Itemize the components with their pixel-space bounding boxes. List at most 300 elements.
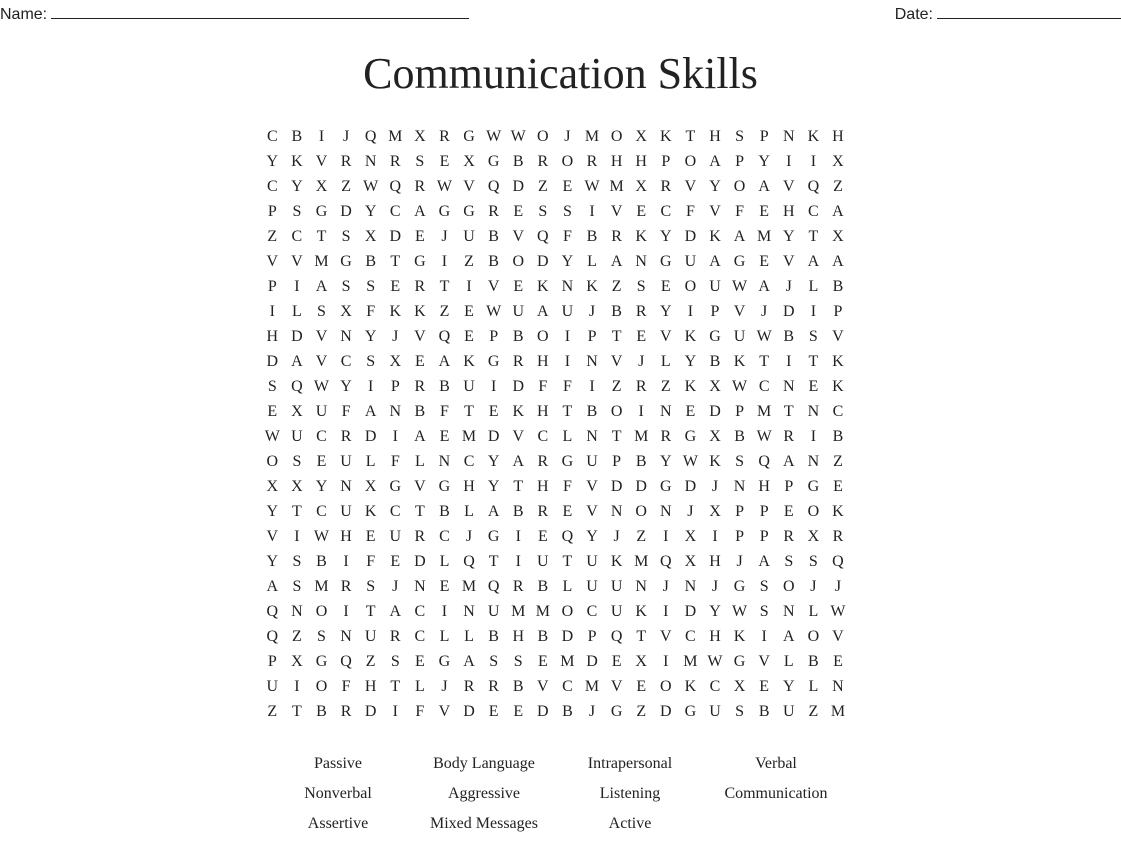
grid-letter[interactable]: K <box>537 278 549 295</box>
grid-letter[interactable]: B <box>635 453 647 470</box>
grid-letter[interactable]: D <box>684 228 697 245</box>
grid-letter[interactable]: T <box>390 678 401 695</box>
grid-letter[interactable]: J <box>441 678 448 695</box>
grid-letter[interactable]: R <box>635 378 647 395</box>
grid-letter[interactable]: B <box>783 328 795 345</box>
grid-letter[interactable]: S <box>735 453 745 470</box>
grid-letter[interactable]: F <box>366 303 376 320</box>
grid-letter[interactable]: M <box>461 578 477 595</box>
grid-letter[interactable]: V <box>733 303 746 320</box>
grid-letter[interactable]: H <box>782 203 795 220</box>
grid-letter[interactable]: K <box>684 328 697 345</box>
grid-letter[interactable]: J <box>392 328 399 345</box>
grid-letter[interactable]: A <box>389 603 402 620</box>
grid-letter[interactable]: G <box>807 478 820 495</box>
grid-letter[interactable]: T <box>808 353 819 370</box>
grid-letter[interactable]: A <box>807 253 820 270</box>
grid-letter[interactable]: G <box>438 478 451 495</box>
grid-letter[interactable]: B <box>512 503 524 520</box>
grid-letter[interactable]: D <box>537 703 549 720</box>
grid-letter[interactable]: U <box>315 403 328 420</box>
grid-letter[interactable]: O <box>610 403 623 420</box>
grid-letter[interactable]: M <box>634 553 649 570</box>
grid-letter[interactable]: L <box>587 253 597 270</box>
grid-letter[interactable]: D <box>364 703 377 720</box>
grid-letter[interactable]: C <box>463 453 475 470</box>
grid-letter[interactable]: Y <box>315 478 328 495</box>
grid-letter[interactable]: C <box>389 203 401 220</box>
grid-letter[interactable]: I <box>786 353 792 370</box>
grid-letter[interactable]: B <box>734 428 745 445</box>
grid-letter[interactable]: U <box>586 553 598 570</box>
grid-letter[interactable]: G <box>463 128 475 145</box>
grid-letter[interactable]: P <box>735 503 745 520</box>
grid-letter[interactable]: B <box>512 328 524 345</box>
grid-letter[interactable]: R <box>537 503 549 520</box>
grid-letter[interactable]: L <box>562 578 573 595</box>
grid-letter[interactable]: H <box>758 478 770 495</box>
grid-letter[interactable]: J <box>711 478 719 495</box>
grid-letter[interactable]: F <box>415 703 425 720</box>
grid-letter[interactable]: R <box>389 153 401 170</box>
grid-letter[interactable]: T <box>636 628 647 645</box>
grid-letter[interactable]: M <box>584 128 600 145</box>
grid-letter[interactable]: Y <box>684 353 697 370</box>
grid-letter[interactable]: I <box>515 553 521 570</box>
grid-letter[interactable]: H <box>364 678 377 695</box>
grid-letter[interactable]: Z <box>292 628 302 645</box>
grid-letter[interactable]: Q <box>389 178 402 195</box>
grid-letter[interactable]: V <box>537 678 549 695</box>
grid-letter[interactable]: N <box>463 603 475 620</box>
grid-letter[interactable]: Z <box>464 253 474 270</box>
grid-letter[interactable]: E <box>513 278 524 295</box>
grid-letter[interactable]: K <box>414 303 426 320</box>
grid-letter[interactable]: W <box>436 178 452 195</box>
grid-letter[interactable]: V <box>463 178 475 195</box>
grid-letter[interactable]: U <box>733 328 746 345</box>
grid-letter[interactable]: E <box>685 403 696 420</box>
grid-letter[interactable]: G <box>733 253 746 270</box>
grid-letter[interactable]: Y <box>561 253 574 270</box>
grid-letter[interactable]: V <box>586 478 598 495</box>
grid-letter[interactable]: O <box>266 453 279 470</box>
grid-letter[interactable]: I <box>786 153 792 170</box>
grid-letter[interactable]: P <box>661 153 671 170</box>
grid-letter[interactable]: O <box>684 278 697 295</box>
grid-letter[interactable]: I <box>638 403 644 420</box>
grid-letter[interactable]: G <box>315 653 328 670</box>
grid-letter[interactable]: V <box>832 628 844 645</box>
grid-letter[interactable]: Y <box>586 528 598 545</box>
grid-letter[interactable]: V <box>291 253 303 270</box>
grid-letter[interactable]: U <box>709 278 721 295</box>
grid-letter[interactable]: K <box>512 403 525 420</box>
grid-letter[interactable]: P <box>735 528 745 545</box>
grid-letter[interactable]: T <box>292 503 302 520</box>
grid-letter[interactable]: R <box>611 228 622 245</box>
grid-letter[interactable]: I <box>712 528 718 545</box>
grid-letter[interactable]: Q <box>807 178 820 195</box>
grid-letter[interactable]: J <box>588 303 596 320</box>
grid-letter[interactable]: I <box>663 603 669 620</box>
grid-letter[interactable]: C <box>660 203 672 220</box>
grid-letter[interactable]: O <box>561 153 574 170</box>
grid-letter[interactable]: W <box>584 178 600 195</box>
grid-letter[interactable]: L <box>464 628 474 645</box>
grid-letter[interactable]: K <box>684 678 697 695</box>
grid-letter[interactable]: V <box>660 628 672 645</box>
grid-letter[interactable]: I <box>441 603 448 620</box>
grid-letter[interactable]: H <box>266 328 279 345</box>
grid-letter[interactable]: I <box>810 153 817 170</box>
grid-letter[interactable]: Q <box>340 653 352 670</box>
grid-letter[interactable]: E <box>488 703 499 720</box>
grid-letter[interactable]: X <box>340 303 352 320</box>
grid-letter[interactable]: A <box>832 253 844 270</box>
grid-letter[interactable]: B <box>414 403 426 420</box>
grid-letter[interactable]: N <box>291 603 303 620</box>
grid-letter[interactable]: R <box>414 528 426 545</box>
grid-letter[interactable]: K <box>586 278 598 295</box>
grid-letter[interactable]: A <box>266 578 279 595</box>
grid-letter[interactable]: S <box>562 203 572 220</box>
grid-letter[interactable]: L <box>783 653 794 670</box>
grid-letter[interactable]: G <box>340 253 352 270</box>
grid-letter[interactable]: D <box>340 203 352 220</box>
grid-letter[interactable]: I <box>515 528 521 545</box>
grid-letter[interactable]: Q <box>660 553 672 570</box>
grid-letter[interactable]: J <box>441 228 448 245</box>
grid-letter[interactable]: P <box>759 128 769 145</box>
grid-letter[interactable]: I <box>687 303 694 320</box>
grid-letter[interactable]: J <box>810 578 817 595</box>
grid-letter[interactable]: O <box>537 128 549 145</box>
grid-letter[interactable]: I <box>343 603 349 620</box>
grid-letter[interactable]: T <box>611 328 622 345</box>
grid-letter[interactable]: Y <box>660 453 672 470</box>
grid-letter[interactable]: E <box>439 153 450 170</box>
grid-letter[interactable]: S <box>489 653 499 670</box>
grid-letter[interactable]: T <box>685 128 696 145</box>
grid-letter[interactable]: D <box>610 478 623 495</box>
grid-letter[interactable]: Z <box>267 228 278 245</box>
grid-letter[interactable]: Y <box>660 228 672 245</box>
grid-letter[interactable]: O <box>315 678 328 695</box>
grid-letter[interactable]: F <box>538 378 548 395</box>
grid-letter[interactable]: C <box>832 403 844 420</box>
grid-letter[interactable]: A <box>438 353 451 370</box>
grid-letter[interactable]: Y <box>487 478 500 495</box>
grid-letter[interactable]: S <box>784 553 794 570</box>
grid-letter[interactable]: H <box>709 628 721 645</box>
grid-letter[interactable]: E <box>562 503 573 520</box>
grid-letter[interactable]: A <box>782 628 795 645</box>
grid-letter[interactable]: Z <box>267 703 278 720</box>
grid-letter[interactable]: N <box>340 478 352 495</box>
grid-letter[interactable]: C <box>414 628 426 645</box>
grid-letter[interactable]: U <box>709 703 721 720</box>
grid-letter[interactable]: I <box>564 328 571 345</box>
grid-letter[interactable]: A <box>709 153 721 170</box>
grid-letter[interactable]: S <box>317 628 326 645</box>
grid-letter[interactable]: A <box>758 553 770 570</box>
grid-letter[interactable]: N <box>684 578 697 595</box>
grid-letter[interactable]: E <box>267 403 278 420</box>
grid-letter[interactable]: X <box>684 553 697 570</box>
grid-letter[interactable]: W <box>732 378 748 395</box>
grid-letter[interactable]: S <box>636 278 646 295</box>
grid-letter[interactable]: E <box>562 178 573 195</box>
grid-letter[interactable]: L <box>414 453 425 470</box>
grid-letter[interactable]: R <box>537 153 549 170</box>
grid-letter[interactable]: E <box>636 678 647 695</box>
grid-letter[interactable]: L <box>439 628 450 645</box>
grid-letter[interactable]: V <box>660 328 672 345</box>
grid-letter[interactable]: F <box>341 678 351 695</box>
grid-letter[interactable]: W <box>732 603 748 620</box>
grid-letter[interactable]: G <box>561 453 574 470</box>
grid-letter[interactable]: Y <box>758 153 770 170</box>
grid-letter[interactable]: P <box>735 403 745 420</box>
grid-letter[interactable]: B <box>316 553 327 570</box>
grid-letter[interactable]: H <box>537 353 549 370</box>
grid-letter[interactable]: G <box>487 528 500 545</box>
grid-letter[interactable]: K <box>364 503 377 520</box>
grid-letter[interactable]: J <box>638 353 645 370</box>
grid-letter[interactable]: E <box>488 403 499 420</box>
grid-letter[interactable]: B <box>562 703 573 720</box>
grid-letter[interactable]: B <box>365 253 376 270</box>
grid-letter[interactable]: F <box>562 378 572 395</box>
grid-letter[interactable]: S <box>366 278 376 295</box>
grid-letter[interactable]: J <box>687 503 694 520</box>
grid-letter[interactable]: R <box>488 678 499 695</box>
grid-letter[interactable]: T <box>808 228 819 245</box>
grid-letter[interactable]: T <box>414 503 425 520</box>
grid-letter[interactable]: R <box>389 628 401 645</box>
grid-letter[interactable]: H <box>537 478 549 495</box>
grid-letter[interactable]: I <box>466 278 472 295</box>
grid-letter[interactable]: R <box>414 278 426 295</box>
grid-letter[interactable]: J <box>342 128 350 145</box>
grid-letter[interactable]: B <box>611 303 622 320</box>
grid-letter[interactable]: J <box>564 128 571 145</box>
grid-letter[interactable]: B <box>316 703 327 720</box>
grid-letter[interactable]: Y <box>291 178 303 195</box>
grid-letter[interactable]: K <box>709 453 721 470</box>
grid-letter[interactable]: M <box>634 428 649 445</box>
grid-letter[interactable]: I <box>663 528 669 545</box>
grid-letter[interactable]: M <box>830 703 846 720</box>
grid-letter[interactable]: N <box>635 578 647 595</box>
grid-letter[interactable]: L <box>292 303 302 320</box>
grid-letter[interactable]: P <box>710 303 720 320</box>
grid-letter[interactable]: K <box>389 303 402 320</box>
grid-letter[interactable]: U <box>586 578 598 595</box>
grid-letter[interactable]: Z <box>439 303 450 320</box>
grid-letter[interactable]: R <box>635 303 647 320</box>
grid-letter[interactable]: Q <box>266 628 279 645</box>
grid-letter[interactable]: K <box>832 503 844 520</box>
grid-letter[interactable]: E <box>316 453 327 470</box>
grid-letter[interactable]: F <box>390 453 400 470</box>
grid-letter[interactable]: O <box>315 603 328 620</box>
grid-letter[interactable]: J <box>588 703 596 720</box>
grid-letter[interactable]: F <box>562 228 572 245</box>
grid-letter[interactable]: A <box>414 203 426 220</box>
grid-letter[interactable]: K <box>832 378 844 395</box>
grid-letter[interactable]: V <box>782 178 795 195</box>
grid-letter[interactable]: B <box>439 378 450 395</box>
grid-letter[interactable]: J <box>662 578 669 595</box>
grid-letter[interactable]: D <box>266 353 279 370</box>
grid-letter[interactable]: G <box>733 653 746 670</box>
grid-letter[interactable]: P <box>784 478 794 495</box>
grid-letter[interactable]: N <box>733 478 746 495</box>
grid-letter[interactable]: S <box>292 578 302 595</box>
grid-letter[interactable]: E <box>636 203 647 220</box>
grid-letter[interactable]: V <box>832 328 844 345</box>
grid-letter[interactable]: R <box>439 128 450 145</box>
grid-letter[interactable]: R <box>414 378 426 395</box>
grid-letter[interactable]: J <box>761 303 768 320</box>
grid-letter[interactable]: C <box>414 603 426 620</box>
grid-letter[interactable]: F <box>366 553 376 570</box>
grid-letter[interactable]: H <box>709 128 721 145</box>
grid-letter[interactable]: I <box>294 278 300 295</box>
grid-letter[interactable]: K <box>807 128 820 145</box>
grid-letter[interactable]: N <box>586 353 598 370</box>
grid-letter[interactable]: P <box>390 378 400 395</box>
grid-letter[interactable]: I <box>368 378 374 395</box>
grid-letter[interactable]: B <box>537 578 549 595</box>
grid-letter[interactable]: Y <box>660 303 672 320</box>
grid-letter[interactable]: D <box>414 553 426 570</box>
grid-letter[interactable]: A <box>733 228 746 245</box>
grid-letter[interactable]: P <box>267 653 277 670</box>
grid-letter[interactable]: E <box>783 503 794 520</box>
grid-letter[interactable]: X <box>315 178 328 195</box>
grid-letter[interactable]: N <box>782 378 795 395</box>
grid-letter[interactable]: X <box>709 503 721 520</box>
grid-letter[interactable]: V <box>512 228 525 245</box>
grid-letter[interactable]: N <box>807 403 820 420</box>
grid-letter[interactable]: X <box>389 353 402 370</box>
grid-letter[interactable]: D <box>487 428 500 445</box>
grid-letter[interactable]: R <box>512 578 524 595</box>
grid-letter[interactable]: S <box>292 203 302 220</box>
grid-letter[interactable]: S <box>759 578 769 595</box>
grid-letter[interactable]: S <box>292 553 302 570</box>
grid-letter[interactable]: A <box>610 253 623 270</box>
grid-letter[interactable]: P <box>267 278 277 295</box>
grid-letter[interactable]: V <box>610 678 623 695</box>
grid-letter[interactable]: Z <box>636 703 647 720</box>
grid-letter[interactable]: L <box>808 678 819 695</box>
grid-letter[interactable]: U <box>364 628 377 645</box>
grid-letter[interactable]: R <box>463 678 475 695</box>
grid-letter[interactable]: Z <box>808 703 819 720</box>
grid-letter[interactable]: E <box>636 328 647 345</box>
grid-letter[interactable]: B <box>832 428 844 445</box>
grid-letter[interactable]: L <box>808 603 819 620</box>
grid-letter[interactable]: U <box>512 303 525 320</box>
grid-letter[interactable]: Y <box>709 603 721 620</box>
grid-letter[interactable]: P <box>267 203 277 220</box>
grid-letter[interactable]: S <box>317 303 326 320</box>
grid-letter[interactable]: X <box>291 653 303 670</box>
grid-letter[interactable]: U <box>537 553 549 570</box>
grid-letter[interactable]: G <box>438 653 451 670</box>
grid-letter[interactable]: D <box>561 628 574 645</box>
grid-letter[interactable]: N <box>832 678 844 695</box>
grid-letter[interactable]: M <box>535 603 550 620</box>
grid-letter[interactable]: R <box>488 203 499 220</box>
grid-letter[interactable]: T <box>611 428 622 445</box>
grid-letter[interactable]: C <box>808 203 819 220</box>
grid-letter[interactable]: I <box>392 703 398 720</box>
grid-letter[interactable]: L <box>414 678 425 695</box>
grid-letter[interactable]: S <box>341 228 351 245</box>
grid-letter[interactable]: M <box>461 428 477 445</box>
grid-letter[interactable]: A <box>291 353 303 370</box>
grid-letter[interactable]: A <box>709 253 721 270</box>
grid-letter[interactable]: W <box>707 653 723 670</box>
grid-letter[interactable]: N <box>364 153 377 170</box>
grid-letter[interactable]: I <box>490 378 497 395</box>
grid-letter[interactable]: Q <box>438 328 451 345</box>
grid-letter[interactable]: E <box>537 528 548 545</box>
grid-letter[interactable]: S <box>538 203 548 220</box>
grid-letter[interactable]: H <box>610 153 623 170</box>
grid-letter[interactable]: Y <box>266 153 279 170</box>
grid-letter[interactable]: V <box>709 203 721 220</box>
grid-letter[interactable]: C <box>266 178 278 195</box>
grid-letter[interactable]: L <box>562 428 573 445</box>
grid-letter[interactable]: K <box>832 353 844 370</box>
grid-letter[interactable]: U <box>610 578 623 595</box>
grid-letter[interactable]: D <box>463 703 475 720</box>
grid-letter[interactable]: E <box>513 203 524 220</box>
grid-letter[interactable]: X <box>832 228 844 245</box>
grid-letter[interactable]: T <box>759 353 770 370</box>
grid-letter[interactable]: U <box>340 453 352 470</box>
grid-letter[interactable]: Y <box>487 453 500 470</box>
grid-letter[interactable]: S <box>759 603 769 620</box>
grid-letter[interactable]: N <box>610 503 623 520</box>
grid-letter[interactable]: E <box>833 653 843 670</box>
grid-letter[interactable]: W <box>756 428 772 445</box>
grid-letter[interactable]: E <box>390 278 401 295</box>
grid-letter[interactable]: V <box>315 353 328 370</box>
grid-letter[interactable]: X <box>709 378 721 395</box>
grid-letter[interactable]: G <box>733 578 746 595</box>
grid-letter[interactable]: V <box>758 653 770 670</box>
grid-letter[interactable]: Q <box>832 553 844 570</box>
grid-letter[interactable]: J <box>736 553 743 570</box>
grid-letter[interactable]: E <box>439 578 450 595</box>
grid-letter[interactable]: W <box>313 378 330 395</box>
grid-letter[interactable]: X <box>364 478 377 495</box>
grid-letter[interactable]: O <box>537 328 549 345</box>
grid-letter[interactable]: B <box>512 678 524 695</box>
grid-letter[interactable]: R <box>537 453 549 470</box>
grid-letter[interactable]: X <box>684 528 697 545</box>
grid-letter[interactable]: Z <box>833 178 843 195</box>
grid-letter[interactable]: H <box>537 403 549 420</box>
grid-letter[interactable]: E <box>611 653 622 670</box>
